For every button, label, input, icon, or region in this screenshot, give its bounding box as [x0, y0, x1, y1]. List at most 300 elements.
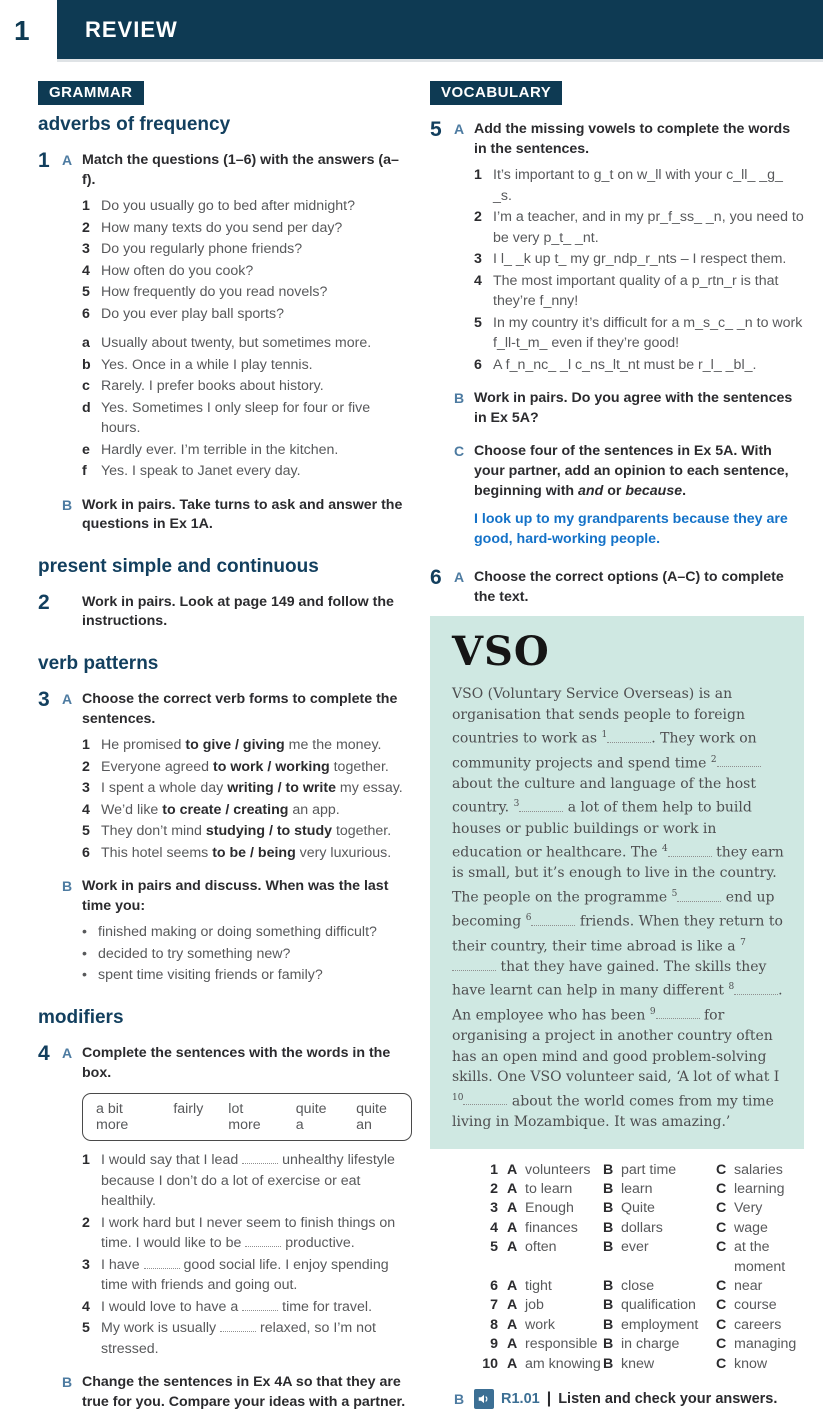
exercise-letter: A	[62, 691, 73, 708]
exercise-number: 4	[38, 1041, 50, 1065]
item-label: 4	[82, 801, 90, 818]
option-letter: C	[716, 1355, 727, 1372]
blank-number: 3	[513, 799, 520, 810]
option-letter: B	[603, 1180, 614, 1197]
options-row	[474, 1316, 804, 1335]
item-text: Rarely. I prefer books about history.	[101, 378, 324, 395]
page-title: REVIEW	[85, 16, 178, 42]
text-pre: This hotel seems	[101, 844, 213, 861]
word-box-item: quite a	[295, 1101, 327, 1134]
vso-blank	[656, 1008, 700, 1019]
options-row	[474, 1277, 804, 1296]
option-a	[507, 1238, 603, 1277]
vso-blank	[519, 801, 563, 812]
item-text	[101, 778, 412, 799]
bullet-icon: •	[82, 967, 87, 984]
item-label: d	[82, 399, 91, 416]
list-item	[82, 239, 412, 260]
item-label: 6	[82, 305, 90, 322]
item-text: Do you usually go to bed after midnight?	[101, 198, 355, 215]
option-c	[716, 1180, 804, 1199]
vso-text: for organising a project in another country often has an open mind and good problem-solving skills. One VSO volunteer said, ‘A lot of what I	[452, 1007, 780, 1086]
option-number: 10	[482, 1355, 498, 1372]
vso-blank	[677, 891, 721, 902]
answer-blank	[242, 1299, 278, 1311]
list-item	[474, 207, 804, 248]
option-number: 2	[490, 1180, 498, 1197]
option-b	[603, 1277, 716, 1296]
option-b	[603, 1355, 716, 1374]
option-text: to learn	[525, 1180, 573, 1197]
option-b	[603, 1219, 716, 1238]
item-label: c	[82, 378, 90, 395]
word-box	[82, 1093, 412, 1141]
text-pre: They don’t mind	[101, 823, 206, 840]
ex3-bullets-list	[82, 922, 412, 986]
option-text: tight	[525, 1277, 552, 1294]
exercise-5a-header	[430, 118, 804, 159]
grammar-column	[38, 81, 412, 1417]
vso-blank	[717, 756, 761, 767]
item-text: I l_ _k up t_ my gr_ndp_r_nts – I respect them.	[493, 251, 787, 268]
option-letter: B	[603, 1200, 614, 1217]
list-item	[82, 218, 412, 239]
option-text: job	[525, 1297, 544, 1314]
option-text: qualification	[621, 1297, 696, 1314]
exercise-letter: C	[454, 443, 465, 460]
item-label: 1	[82, 737, 90, 754]
item-label: 5	[82, 823, 90, 840]
ex5-items-list	[474, 165, 804, 375]
option-letter: B	[603, 1161, 614, 1178]
ex4-items-list	[82, 1150, 412, 1359]
option-text: at the moment	[734, 1239, 786, 1275]
item-label: b	[82, 356, 91, 373]
blank-number: 5	[671, 889, 678, 900]
verb-options: to work / working	[213, 758, 330, 775]
list-item	[474, 355, 804, 376]
exercise-instruction: Choose the correct verb forms to complete the sentences.	[82, 691, 398, 727]
text-pre: I would say that I lead	[101, 1152, 243, 1169]
item-label: 6	[474, 356, 482, 373]
option-text: finances	[525, 1219, 578, 1236]
option-letter: C	[716, 1316, 727, 1333]
option-letter: C	[716, 1277, 727, 1294]
vocabulary-badge: VOCABULARY	[430, 81, 562, 105]
option-letter: A	[507, 1355, 518, 1372]
text-post: my essay.	[335, 780, 403, 797]
option-c	[716, 1335, 804, 1354]
text-post: me the money.	[284, 737, 382, 754]
answer-blank	[242, 1152, 278, 1164]
exercise-3a-header	[38, 688, 412, 729]
item-label: 1	[474, 167, 482, 184]
option-a	[507, 1296, 603, 1315]
list-item	[474, 165, 804, 206]
options-row	[474, 1219, 804, 1238]
option-letter: A	[507, 1297, 518, 1314]
item-text	[101, 1255, 412, 1296]
list-item	[82, 1255, 412, 1296]
options-row	[474, 1335, 804, 1354]
blank-number: 1	[601, 730, 608, 741]
options-row	[474, 1238, 804, 1277]
item-text: Yes. Sometimes I only sleep for four or five hours.	[101, 399, 371, 437]
header-bar	[57, 0, 823, 62]
verb-options: to be / being	[212, 844, 296, 861]
item-label: 1	[82, 198, 90, 215]
item-text	[101, 821, 412, 842]
blank-number: 10	[452, 1092, 464, 1103]
section-heading-adverbs: adverbs of frequency	[38, 114, 231, 135]
bullet-item	[82, 922, 412, 943]
option-text: knew	[621, 1355, 655, 1372]
vso-text: friends. When they return to their country, their time abroad is like a	[452, 913, 783, 955]
item-label: 3	[82, 780, 90, 797]
exercise-3b-header	[38, 875, 412, 916]
option-text: close	[621, 1277, 655, 1294]
item-text: Do you ever play ball sports?	[101, 305, 284, 322]
option-text: Quite	[621, 1200, 655, 1217]
instruction-italic-because: because	[625, 482, 683, 499]
option-text: Enough	[525, 1200, 574, 1217]
option-letter: C	[716, 1239, 727, 1256]
vso-logo: VSO	[452, 628, 550, 676]
item-text	[101, 1318, 412, 1359]
item-label: 5	[82, 284, 90, 301]
word-box-item: a bit more	[96, 1101, 129, 1134]
blank-number: 8	[728, 982, 735, 993]
option-number: 9	[490, 1336, 498, 1353]
exercise-6b-header	[454, 1389, 804, 1409]
option-letter: A	[507, 1277, 518, 1294]
text-post: relaxed, so I’m not stressed.	[101, 1320, 376, 1357]
item-text: Yes. Once in a while I play tennis.	[101, 356, 313, 373]
options-row	[474, 1296, 804, 1315]
text-post: productive.	[281, 1235, 355, 1252]
exercise-instruction: Match the questions (1–6) with the answers (a–f).	[82, 152, 399, 188]
instruction-text: or	[603, 482, 626, 499]
item-label: 3	[82, 241, 90, 258]
exercise-number: 3	[38, 688, 50, 712]
option-c	[716, 1316, 804, 1335]
option-c	[716, 1219, 804, 1238]
exercise-letter: A	[62, 1044, 73, 1061]
verb-options: to give / giving	[185, 737, 285, 754]
option-c	[716, 1355, 804, 1374]
exercise-letter: B	[62, 878, 73, 895]
list-item	[82, 440, 412, 461]
text-pre: I spent a whole day	[101, 780, 228, 797]
option-c	[716, 1199, 804, 1218]
list-item	[82, 778, 412, 799]
vso-text: about the culture and language of the host country.	[452, 775, 756, 817]
section-heading-modifiers: modifiers	[38, 1006, 124, 1028]
option-b	[603, 1161, 716, 1180]
item-text	[101, 735, 412, 756]
item-label: 1	[82, 1152, 90, 1169]
option-text: course	[734, 1297, 777, 1314]
item-label: 2	[474, 209, 482, 226]
option-b	[603, 1296, 716, 1315]
text-pre: I work hard but I never seem to finish things on time. I would like to be	[101, 1214, 396, 1252]
option-text: salaries	[734, 1161, 783, 1178]
text-post: time for travel.	[278, 1298, 373, 1315]
option-text: careers	[734, 1316, 782, 1333]
exercise-5c-header	[430, 440, 804, 501]
list-item	[82, 376, 412, 397]
item-label: 4	[82, 262, 90, 279]
speaker-icon	[474, 1389, 494, 1409]
item-label: 2	[82, 758, 90, 775]
item-text: Do you regularly phone friends?	[101, 241, 303, 258]
item-text: How many texts do you send per day?	[101, 219, 343, 236]
option-number: 6	[490, 1277, 498, 1294]
item-text: Usually about twenty, but sometimes more.	[101, 335, 372, 352]
option-text: near	[734, 1277, 763, 1294]
ex3-items-list	[82, 735, 412, 863]
option-b	[603, 1335, 716, 1354]
exercise-2-header	[38, 591, 412, 632]
item-text	[101, 843, 412, 864]
list-item	[474, 313, 804, 354]
item-text: The most important quality of a p_rtn_r is that they’re f_nny!	[493, 272, 779, 310]
option-a	[507, 1161, 603, 1180]
option-number: 4	[490, 1219, 498, 1236]
item-label: 5	[82, 1320, 90, 1337]
answer-blank	[144, 1257, 180, 1269]
text-post: together.	[332, 823, 392, 840]
vocabulary-column	[430, 81, 804, 1417]
text-post: together.	[329, 758, 389, 775]
verb-options: writing / to write	[227, 780, 336, 797]
exercise-letter: B	[454, 1391, 465, 1407]
option-a	[507, 1219, 603, 1238]
list-item	[82, 398, 412, 439]
vso-text: they earn is small, but it’s enough to live in the country. The people on the programme	[452, 844, 784, 906]
word-box-item: quite an	[356, 1101, 387, 1134]
answer-blank	[245, 1235, 281, 1247]
item-text	[101, 800, 412, 821]
option-text: learning	[734, 1180, 785, 1197]
option-letter: B	[603, 1336, 614, 1353]
exercise-instruction: Work in pairs and discuss. When was the last time you:	[82, 878, 389, 914]
word-box-item: lot more	[228, 1101, 261, 1134]
option-a	[507, 1180, 603, 1199]
options-row	[474, 1161, 804, 1180]
exercise-number: 5	[430, 118, 442, 141]
option-number: 7	[490, 1297, 498, 1314]
exercise-instruction: Listen and check your answers.	[558, 1391, 778, 1407]
instruction-text: Choose four of the sentences in Ex 5A. With your partner, add an opinion to each sentence, beginning with	[474, 443, 789, 499]
blank-number: 9	[649, 1006, 656, 1017]
option-letter: C	[716, 1161, 727, 1178]
exercise-number: 6	[430, 565, 442, 589]
item-text	[101, 1150, 412, 1212]
option-c	[716, 1238, 804, 1277]
exercise-letter: A	[62, 152, 73, 168]
option-letter: C	[716, 1180, 727, 1197]
text-pre: He promised	[101, 737, 186, 754]
exercise-instruction: Work in pairs. Do you agree with the sentences in Ex 5A?	[474, 390, 793, 426]
exercise-letter	[62, 591, 82, 632]
option-letter: A	[507, 1316, 518, 1333]
list-item	[82, 1213, 412, 1254]
option-number: 8	[490, 1316, 498, 1333]
item-label: f	[82, 463, 87, 480]
exercise-letter: B	[454, 390, 465, 407]
item-label: 3	[82, 1256, 90, 1273]
instruction-italic-and: and	[578, 482, 604, 499]
exercise-number: 1	[38, 149, 50, 172]
text-pre: I have	[101, 1256, 144, 1273]
text-post: unhealthy lifestyle because I don’t do a lot of exercise or eat healthily.	[101, 1152, 395, 1210]
item-label: 2	[82, 1214, 90, 1231]
blank-number: 7	[740, 937, 746, 948]
list-item	[82, 1318, 412, 1359]
vso-reading-box	[430, 616, 804, 1148]
section-heading-verb-patterns: verb patterns	[38, 653, 159, 675]
option-letter: C	[716, 1336, 727, 1353]
vso-text: . They work on community projects and spend time	[452, 730, 757, 772]
option-text: am knowing	[525, 1355, 601, 1372]
option-a	[507, 1277, 603, 1296]
item-label: 4	[82, 1298, 90, 1315]
list-item	[82, 333, 412, 354]
text-pre: I would love to have a	[101, 1298, 243, 1315]
item-text	[101, 1213, 412, 1254]
verb-options: studying / to study	[205, 823, 332, 840]
option-text: Very	[734, 1200, 763, 1217]
option-a	[507, 1335, 603, 1354]
list-item	[82, 800, 412, 821]
list-item	[474, 249, 804, 270]
vso-text: a lot of them help to build houses or public buildings or work in education or healthcare. The	[452, 800, 752, 861]
item-text: decided to try something new?	[98, 945, 291, 962]
option-text: dollars	[621, 1219, 663, 1236]
exercise-instruction: Work in pairs. Take turns to ask and answer the questions in Ex 1A.	[82, 496, 403, 533]
vso-blank	[463, 1094, 507, 1105]
item-label: 2	[82, 219, 90, 236]
option-letter: C	[716, 1297, 727, 1314]
vso-blank	[607, 732, 651, 743]
option-letter: B	[603, 1239, 614, 1256]
option-letter: A	[507, 1161, 518, 1178]
item-text: finished making or doing something difficult?	[98, 924, 377, 941]
option-letter: A	[507, 1180, 518, 1197]
grammar-badge: GRAMMAR	[38, 81, 144, 105]
option-text: ever	[621, 1239, 649, 1256]
options-row	[474, 1199, 804, 1218]
option-text: know	[734, 1355, 768, 1372]
item-label: 6	[82, 844, 90, 861]
exercise-letter: A	[454, 121, 465, 137]
option-text: managing	[734, 1336, 797, 1353]
option-text: employment	[621, 1316, 699, 1333]
item-text: It’s important to g_t on w_ll with your c_ll_ _g_ _s.	[493, 167, 783, 204]
text-pre: Everyone agreed	[101, 758, 213, 775]
option-letter: A	[507, 1200, 518, 1217]
vso-blank	[734, 984, 778, 995]
options-row	[474, 1355, 804, 1374]
option-letter: B	[603, 1316, 614, 1333]
option-text: in charge	[621, 1336, 680, 1353]
list-item	[82, 282, 412, 303]
option-letter: C	[716, 1219, 727, 1236]
bullet-item	[82, 944, 412, 965]
options-row	[474, 1180, 804, 1199]
option-a	[507, 1316, 603, 1335]
exercise-4b-header	[38, 1371, 412, 1412]
vso-text: end up becoming	[452, 889, 775, 930]
option-number: 5	[490, 1239, 498, 1256]
list-item	[82, 355, 412, 376]
exercise-1b-header	[38, 494, 412, 535]
item-text	[101, 757, 412, 778]
list-item	[82, 821, 412, 842]
list-item	[82, 735, 412, 756]
item-text: spent time visiting friends or family?	[98, 967, 323, 984]
exercise-1a-header	[38, 149, 412, 190]
option-text: responsible	[525, 1336, 598, 1353]
vso-paragraph	[452, 684, 786, 1132]
option-letter: C	[716, 1200, 727, 1217]
item-label: a	[82, 335, 90, 352]
blank-number: 6	[525, 913, 532, 924]
text-post: very luxurious.	[295, 844, 392, 861]
text-pre: My work is usually	[101, 1320, 221, 1337]
section-heading-present-simple: present simple and continuous	[38, 555, 319, 577]
bullet-icon: •	[82, 924, 87, 941]
option-c	[716, 1296, 804, 1315]
option-a	[507, 1199, 603, 1218]
instruction-text: .	[682, 482, 687, 499]
item-text: Yes. I speak to Janet every day.	[101, 463, 301, 480]
list-item	[82, 261, 412, 282]
ex1-questions-list	[82, 196, 412, 324]
option-letter: B	[603, 1277, 614, 1294]
exercise-letter: B	[62, 496, 73, 513]
item-text: How frequently do you read novels?	[101, 284, 328, 301]
item-label: 3	[474, 251, 482, 268]
item-text: A f_n_nc_ _l c_ns_lt_nt must be r_l_ _bl_.	[493, 356, 757, 373]
option-text: wage	[734, 1219, 768, 1236]
vso-blank	[531, 915, 575, 926]
item-label: 4	[474, 272, 482, 289]
audio-track-ref: R1.01	[501, 1391, 540, 1407]
exercise-instruction: Choose the correct options (A–C) to complete the text.	[474, 568, 784, 605]
option-letter: A	[507, 1336, 518, 1353]
option-text: volunteers	[525, 1161, 591, 1178]
option-b	[603, 1180, 716, 1199]
exercise-5b-header	[430, 387, 804, 428]
vso-text: that they have gained. The skills they have learnt can help in many different	[452, 958, 767, 1000]
option-b	[603, 1316, 716, 1335]
list-item	[82, 757, 412, 778]
vso-text: . An employee who has been	[452, 983, 783, 1024]
item-text: Hardly ever. I’m terrible in the kitchen.	[101, 441, 339, 458]
exercise-instruction: Add the missing vowels to complete the words in the sentences.	[474, 121, 791, 157]
verb-options: to create / creating	[162, 801, 289, 818]
exercise-instruction: Complete the sentences with the words in the box.	[82, 1044, 391, 1081]
blank-number: 2	[710, 754, 717, 765]
option-b	[603, 1199, 716, 1218]
item-text	[101, 1297, 412, 1318]
option-c	[716, 1277, 804, 1296]
vso-text: VSO (Voluntary Service Overseas) is an organisation that sends people to foreign countries to work as	[452, 686, 746, 747]
text-post: good social life. I enjoy spending time with friends and going out.	[101, 1256, 389, 1294]
list-item	[474, 271, 804, 312]
